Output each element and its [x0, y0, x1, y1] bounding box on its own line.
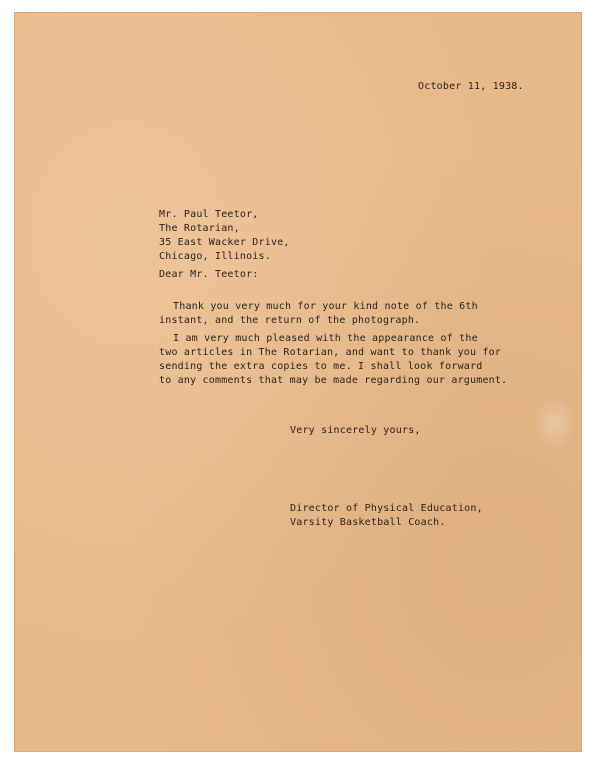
paragraph-line: sending the extra copies to me. I shall look forward [159, 361, 483, 372]
recipient-street: 35 East Wacker Drive, [159, 237, 290, 248]
paragraph-line: to any comments that may be made regarding our argument. [159, 375, 508, 386]
recipient-name: Mr. Paul Teetor, [159, 209, 259, 220]
recipient-city: Chicago, Illinois. [159, 251, 271, 262]
recipient-address [159, 208, 290, 264]
closing: Very sincerely yours, [290, 425, 421, 436]
paragraph-line: instant, and the return of the photograph. [159, 315, 421, 326]
paragraph-line: I am very much pleased with the appearance of the [173, 333, 478, 344]
signature-block [290, 502, 483, 530]
salutation: Dear Mr. Teetor: [159, 269, 259, 280]
signer-title: Director of Physical Education, [290, 503, 483, 514]
signer-title: Varsity Basketball Coach. [290, 517, 446, 528]
letter-body [14, 12, 582, 752]
recipient-organization: The Rotarian, [159, 223, 240, 234]
paragraph-line: Thank you very much for your kind note of the 6th [173, 301, 478, 312]
letter-date: October 11, 1938. [418, 81, 524, 92]
paragraph-1 [159, 300, 579, 328]
letter-page [14, 12, 582, 752]
paragraph-line: two articles in The Rotarian, and want to thank you for [159, 347, 502, 358]
paragraph-2 [159, 332, 579, 388]
